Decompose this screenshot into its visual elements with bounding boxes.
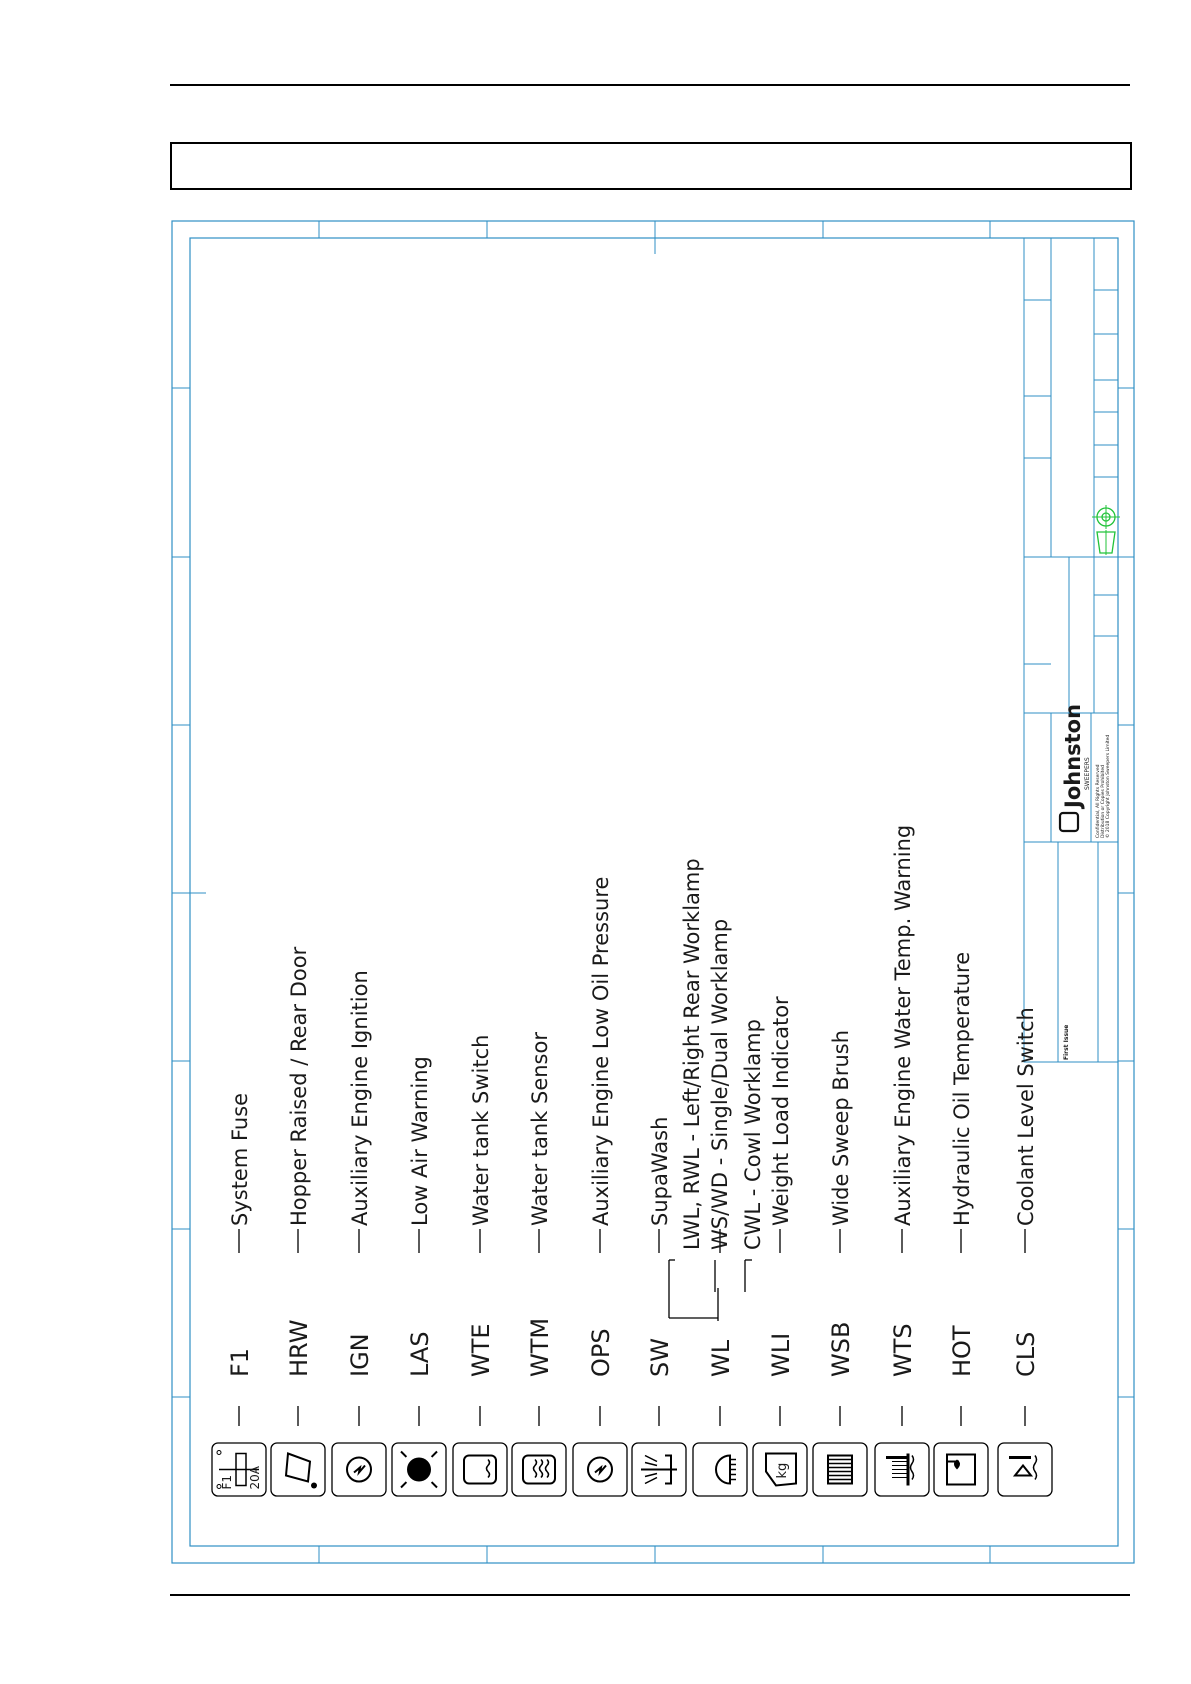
- fuse-icon-label: F1: [220, 1474, 234, 1490]
- legend-row-hrw: [271, 946, 325, 1496]
- symbol-box-outline: [813, 1443, 867, 1496]
- legend-description: Low Air Warning: [408, 1056, 432, 1226]
- legend-row-cls: [998, 1007, 1052, 1496]
- third-angle-projection-icon: [1092, 505, 1120, 555]
- legend-description: Auxiliary Engine Low Oil Pressure: [589, 876, 613, 1226]
- legend-description: Auxiliary Engine Ignition: [348, 970, 372, 1226]
- legend-description: Water tank Sensor: [528, 1032, 552, 1226]
- worklamp-sub-item: LWL, RWL - Left/Right Rear Worklamp: [680, 858, 704, 1250]
- company-logo-icon: [1060, 813, 1078, 831]
- title-block: [1024, 238, 1120, 1062]
- legend-row-sw: [632, 1117, 686, 1496]
- legend-symbol-box: [813, 1443, 867, 1496]
- symbol-box-outline: [693, 1443, 747, 1496]
- legend-row-wte: [453, 1035, 507, 1496]
- revision-note: First Issue: [1063, 1024, 1070, 1060]
- legend-row-las: [392, 1056, 446, 1496]
- legend-row-wsb: [813, 1030, 867, 1496]
- legend-description: Wide Sweep Brush: [829, 1029, 853, 1226]
- revision-block: [1024, 842, 1118, 1062]
- legend-description: Coolant Level Switch: [1014, 1007, 1038, 1226]
- legend-symbol-box: [753, 1443, 807, 1496]
- legend-code: WL: [707, 1339, 735, 1377]
- legend: [212, 825, 1052, 1496]
- legend-description: Water tank Switch: [469, 1034, 493, 1226]
- legend-symbol-box: [998, 1443, 1052, 1496]
- legal-line: Confidential, All Rights Reserved: [1096, 764, 1101, 838]
- legend-code: LAS: [406, 1331, 434, 1377]
- legend-symbol-box: [392, 1443, 446, 1496]
- legend-code: WTE: [467, 1323, 495, 1377]
- company-name: Johnston: [1061, 703, 1085, 808]
- symbol-box-outline: [453, 1443, 507, 1496]
- legend-row-wl: [669, 858, 765, 1496]
- legend-symbol-box: [693, 1443, 747, 1496]
- legend-code: CLS: [1012, 1331, 1040, 1377]
- legal-line: © 2018 Copyright Johnston Sweepers Limited: [1106, 734, 1111, 838]
- company-subtitle: SWEEPERS: [1084, 757, 1091, 790]
- symbol-box-outline: [934, 1443, 988, 1496]
- legend-row-wts: [875, 825, 929, 1496]
- legend-code: OPS: [587, 1328, 615, 1377]
- legend-symbol-box: [332, 1443, 386, 1496]
- legend-code: HRW: [285, 1319, 313, 1377]
- legend-code: WLI: [767, 1332, 795, 1377]
- legend-row-wtm: [512, 1032, 566, 1496]
- fuse-icon-rating: 20A: [248, 1466, 262, 1490]
- legend-code: IGN: [346, 1333, 374, 1377]
- legend-description: Hydraulic Oil Temperature: [950, 951, 974, 1226]
- legal-line: Distribution or Copies Prohibited: [1101, 765, 1106, 838]
- legend-description: Hopper Raised / Rear Door: [287, 946, 311, 1226]
- worklamp-sub-item: WS/WD - Single/Dual Worklamp: [708, 918, 732, 1250]
- legend-code: SW: [646, 1338, 674, 1377]
- legend-description: System Fuse: [228, 1092, 252, 1226]
- legend-symbol-box: [875, 1443, 929, 1496]
- legend-description: SupaWash: [648, 1116, 672, 1226]
- legend-code: WSB: [827, 1321, 855, 1377]
- legend-symbol-box: [934, 1443, 988, 1496]
- weight-icon-label: kg: [775, 1462, 790, 1479]
- legend-symbol-box: [632, 1443, 686, 1496]
- symbol-box-outline: [271, 1443, 325, 1496]
- legend-symbol-box: [512, 1443, 566, 1496]
- legend-symbol-box: [453, 1443, 507, 1496]
- legend-row-f1: [212, 1093, 266, 1496]
- legend-code: WTS: [889, 1323, 917, 1377]
- legend-symbol-box: [271, 1443, 325, 1496]
- legend-row-ops: [573, 877, 627, 1496]
- legend-code: HOT: [948, 1325, 976, 1377]
- legend-symbol-box: [573, 1443, 627, 1496]
- legend-description: Weight Load Indicator: [769, 996, 793, 1226]
- legend-row-ign: [332, 970, 386, 1496]
- legend-code: WTM: [526, 1317, 554, 1377]
- legend-code: F1: [226, 1347, 254, 1377]
- legend-symbol-box: [212, 1443, 266, 1496]
- legend-description: Auxiliary Engine Water Temp. Warning: [891, 824, 915, 1226]
- legend-row-hot: [934, 952, 988, 1496]
- worklamp-sub-item: CWL - Cowl Worklamp: [741, 1019, 765, 1250]
